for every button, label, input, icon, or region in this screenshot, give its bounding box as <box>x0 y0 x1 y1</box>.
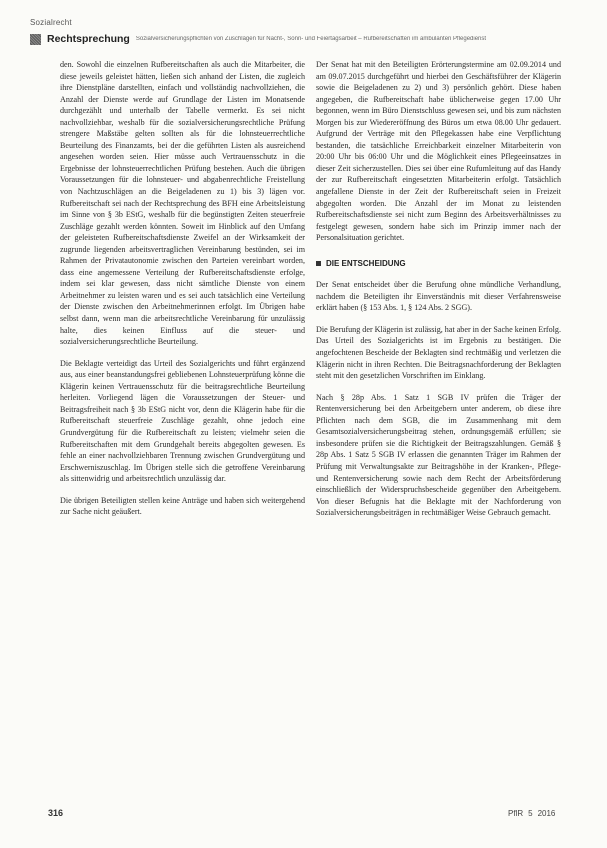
decision-heading-text: DIE ENTSCHEIDUNG <box>326 258 406 268</box>
right-paragraph-3: Die Berufung der Klägerin ist zulässig, hat aber in der Sache keinen Erfolg. Das Urteil des Sozialgerichts ist im Ergebnis zu bestätigen. Die angefochtenen Bescheide der Beklagten sind rechtmäßig und verletzen die Klägerin nicht in ihren Rechten. Die Beitragsnachforderung der Beklagten steht mit den gesetzlichen Vorschriften im Einklang. <box>316 324 561 381</box>
right-paragraph-4: Nach § 28p Abs. 1 Satz 1 SGB IV prüfen die Träger der Rentenversicherung bei den Arbeitgebern unter anderem, ob diese ihre Pflichten nach dem SGB, die im Zusammenhang mit dem Gesamtsozialversicherungsbeitrag stehen, ordnungsgemäß erfüllen; sie insbesondere prüfen sie die Richtigkeit der Beitragszahlungen. Gemäß § 28p Abs. 1 Satz 5 SGB IV erlassen die genannten Träger im Rahmen der Prüfung mit Verwaltungsakte zur Beitragshöhe in der Kranken-, Pflege- und Rentenversicherung sowie nach dem Recht der Arbeitsförderung einschließlich der Widerspruchsbescheide gegenüber den Arbeitgebern. Von dieser Befugnis hat die Beklagte mit der Nachforderung von Sozialversicherungsbeiträgen in rechtmäßiger Weise Gebrauch gemacht. <box>316 392 561 518</box>
heading-bullet-icon <box>316 261 321 266</box>
section-subtitle: Sozialversicherungspflichten von Zuschlägen für Nacht-, Sonn- und Feiertagsarbeit – Rufbereitschaften im ambulanten Pflegedienst <box>135 36 487 42</box>
left-column <box>60 59 305 528</box>
right-paragraph-1: Der Senat hat mit den Beteiligten Erörterungstermine am 02.09.2014 und am 09.07.2015 durchgeführt und hierbei den Geschäftsführer der Klägerin sowie die Beigeladenen zu 2) und 3) persönlich gehört. Diese haben angegeben, die Rufbereitschaft habe üblicherweise gegen 17.00 Uhr begonnen, wenn im Büro Dienstschluss gewesen sei, und bis zum nächsten Morgen bis zur Wiedereröffnung des Büros um etwa 08.00 Uhr gedauert. Aufgrund der Verträge mit den Pflegekassen habe eine Verpflichtung bestanden, die tatsächliche Erreichbarkeit einzelner Mitarbeiterin von 20:00 Uhr bis 06:00 Uhr und die Möglichkeit eines Pflegeeinsatzes in dieser Zeit sicherzustellen. Dies sei über eine Rufumleitung auf das Handy der zur Rufbereitschaft eingesetzten Mitarbeiterin erfolgt. Tatsächlich angefallene Dienste in der Zeit der Rufbereitschaft seien in Freizeit abgegolten worden. Die Anzahl der im Monat zu leistenden Rufbereitschaftsdienste sei nicht zum Beginn des Arbeitsverhältnisses zu festgelegt gewesen, sondern habe sich im Prinzip immer nach der Personalsituation gerichtet. <box>316 60 561 243</box>
page-number: 316 <box>48 808 64 818</box>
rubric-label: Sozialrecht <box>30 18 72 27</box>
journal-reference <box>508 809 555 818</box>
left-paragraph-3: Die übrigen Beteiligten stellen keine Anträge und haben sich weitergehend zur Sache nicht geäußert. <box>60 495 305 517</box>
journal-year: 2016 <box>537 809 556 818</box>
section-square-icon <box>30 34 41 45</box>
decision-heading <box>316 258 561 270</box>
right-paragraph-2: Der Senat entscheidet über die Berufung ohne mündliche Verhandlung, nachdem die Beteiligten ihr Einverständnis mit dieser Verfahrensweise erklärt haben (§ 153 Abs. 1, § 124 Abs. 2 SGG). <box>316 280 561 313</box>
right-column <box>316 59 561 529</box>
left-paragraph-2: Die Beklagte verteidigt das Urteil des Sozialgerichts und führt ergänzend aus, aus einer beanstandungsfrei gebliebenen Lohnsteuerprüfung könne die Klägerin keinen Vertrauensschutz für die beitragsrechtliche Beurteilung herleiten. Vorliegend lägen die Voraussetzungen der Steuer- und Beitragsfreiheit nach § 3b EStG nicht vor, denn die Klägerin habe für die Rufbereitschaft steuerfreie Zuschläge gezahlt, ohne jedoch eine Grundvergütung für die Rufbereitschaft zu leisten; vielmehr seien die Rufbereitschaften mit dem Grundgehalt bereits abgegolten gewesen. Es fehle an einer nachvollziehbaren Trennung zwischen Grundvergütung und Erschwerniszuschlag. Im Übrigen stelle sich die getroffene Vereinbarung als sittenwidrig und arbeitsrechtlich unzulässig dar. <box>60 358 305 484</box>
journal-name: PflR <box>508 809 524 818</box>
left-paragraph-1: den. Sowohl die einzelnen Rufbereitschaften als auch die Mitarbeiter, die diese jeweils geleistet hätten, ließen sich anhand der Listen, die zugleich ihre Dienstpläne darstellten, einfach und vollständig nachvollziehen, die Anzahl der Dienste werde auf Grundlage der Listen im Monatsende durchgezählt und unterhalb der Tabelle vermerkt. Es sei nicht nachvollziehbar, weshalb für die sozialversicherungsrechtliche Prüfung strengere Maßstäbe gelten sollten als für die lohnsteuerrechtliche Beurteilung des Finanzamts, bei der die geführten Listen als ausreichend angesehen worden seien. Hier müsse auch Vertrauensschutz in die Ergebnisse der lohnsteuerrechtlichen Prüfung bestehen. Auch die übrigen Voraussetzungen für die lohnsteuer- und abgabenrechtliche Freistellung von Nachtzuschlägen an die Beigeladenen zu 1) bis 3) lägen vor. Rufbereitschaft sei nach der Rechtsprechung des BFH eine Arbeitsleistung im Sinne von § 3b EStG, weshalb für die begünstigten Zeiten steuerfreie Zuschläge gezahlt werden könnten. Soweit im Hinblick auf den Umfang der geleisteten Rufbereitschaftsdienste Zweifel an der Wirksamkeit der zugrunde liegenden arbeitsvertraglichen Vereinbarung bestünden, sei im Rahmen der Privatautonomie zwischen den Parteien vereinbart worden, dass eine angemessene Verteilung der Rufbereitschaftsdienste erfolge, indem sei klar gewesen, dass nicht sämtliche Dienste von einem Arbeitnehmer zu leisten waren und es sei auch tatsächlich eine Verteilung der Dienste zwischen den Arbeitnehmerinnen erfolgt. Im Übrigen habe selbst dann, wenn man die arbeitsrechtliche Vereinbarung für unzulässig halte, dies keinen Einfluss auf die steuer- und sozialversicherungsrechtliche Beurteilung. <box>60 60 305 347</box>
section-title: Rechtsprechung <box>47 33 130 45</box>
journal-issue: 5 <box>528 809 533 818</box>
section-header <box>30 30 580 48</box>
